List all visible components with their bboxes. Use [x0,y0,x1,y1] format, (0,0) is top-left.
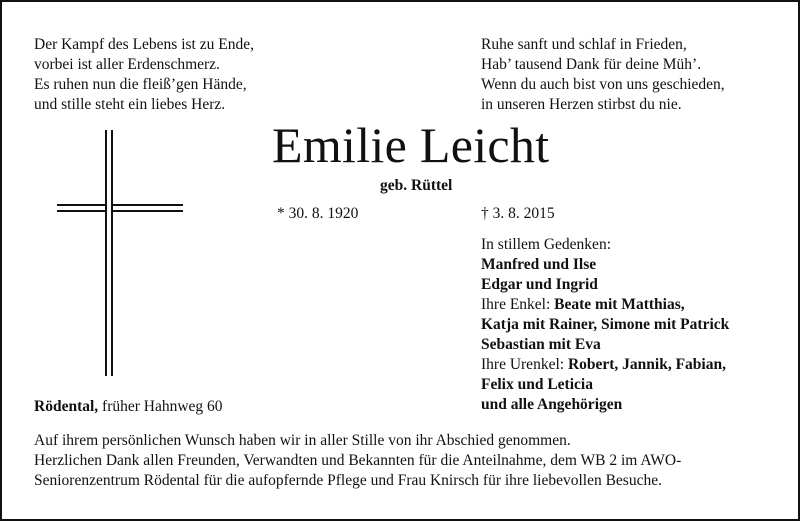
poem-left-line: und stille steht ein liebes Herz. [34,96,226,113]
poem-left-line: Es ruhen nun die fleiß’gen Hände, [34,76,247,93]
poem-left-line: Der Kampf des Lebens ist zu Ende, [34,36,254,53]
great-grandchildren-names: Robert, Jannik, Fabian, [567,356,726,373]
poem-left [34,35,254,115]
closing-text [34,431,681,491]
poem-right-line: Wenn du auch bist von uns geschieden, [481,76,725,93]
mourner-children: Manfred und Ilse [481,256,597,273]
address [34,398,223,416]
mourners-list [481,235,729,415]
death-date: † 3. 8. 2015 [481,205,555,222]
great-grandchildren-names: Felix und Leticia [481,376,593,393]
grandchildren-names: Katja mit Rainer, Simone mit Patrick [481,316,730,333]
maiden-name: geb. Rüttel [380,177,453,194]
grandchildren-names: Beate mit Matthias, [554,296,685,313]
great-grandchildren-label: Ihre Urenkel: [481,356,565,373]
mourner-children: Edgar und Ingrid [481,276,598,293]
closing-line: Herzlichen Dank allen Freunden, Verwandten und Bekannten für die Anteilnahme, dem WB 2 im AWO- [34,452,682,469]
closing-line: Seniorenzentrum Rödental für die aufopfernde Pflege und Frau Knirsch für ihre liebevollen Besuche. [34,472,662,489]
address-town: Rödental, [34,398,99,415]
mourners-intro: In stillem Gedenken: [481,236,611,253]
double-line-cross-icon [55,128,185,378]
address-former: früher Hahnweg 60 [102,398,223,415]
grandchildren-names: Sebastian mit Eva [481,336,601,353]
poem-right-line: Ruhe sanft und schlaf in Frieden, [481,36,687,53]
all-relatives: und alle Angehörigen [481,396,623,413]
closing-line: Auf ihrem persönlichen Wunsch haben wir in aller Stille von ihr Abschied genommen. [34,432,571,449]
great-grandchildren-line [481,355,729,375]
grandchildren-label: Ihre Enkel: [481,296,551,313]
poem-right-line: Hab’ tausend Dank für deine Müh’. [481,56,702,73]
poem-right [481,35,725,115]
deceased-name: Emilie Leicht [272,117,550,173]
poem-right-line: in unseren Herzen stirbst du nie. [481,96,682,113]
grandchildren-line [481,295,729,315]
birth-date: * 30. 8. 1920 [277,205,359,222]
poem-left-line: vorbei ist aller Erdenschmerz. [34,56,220,73]
